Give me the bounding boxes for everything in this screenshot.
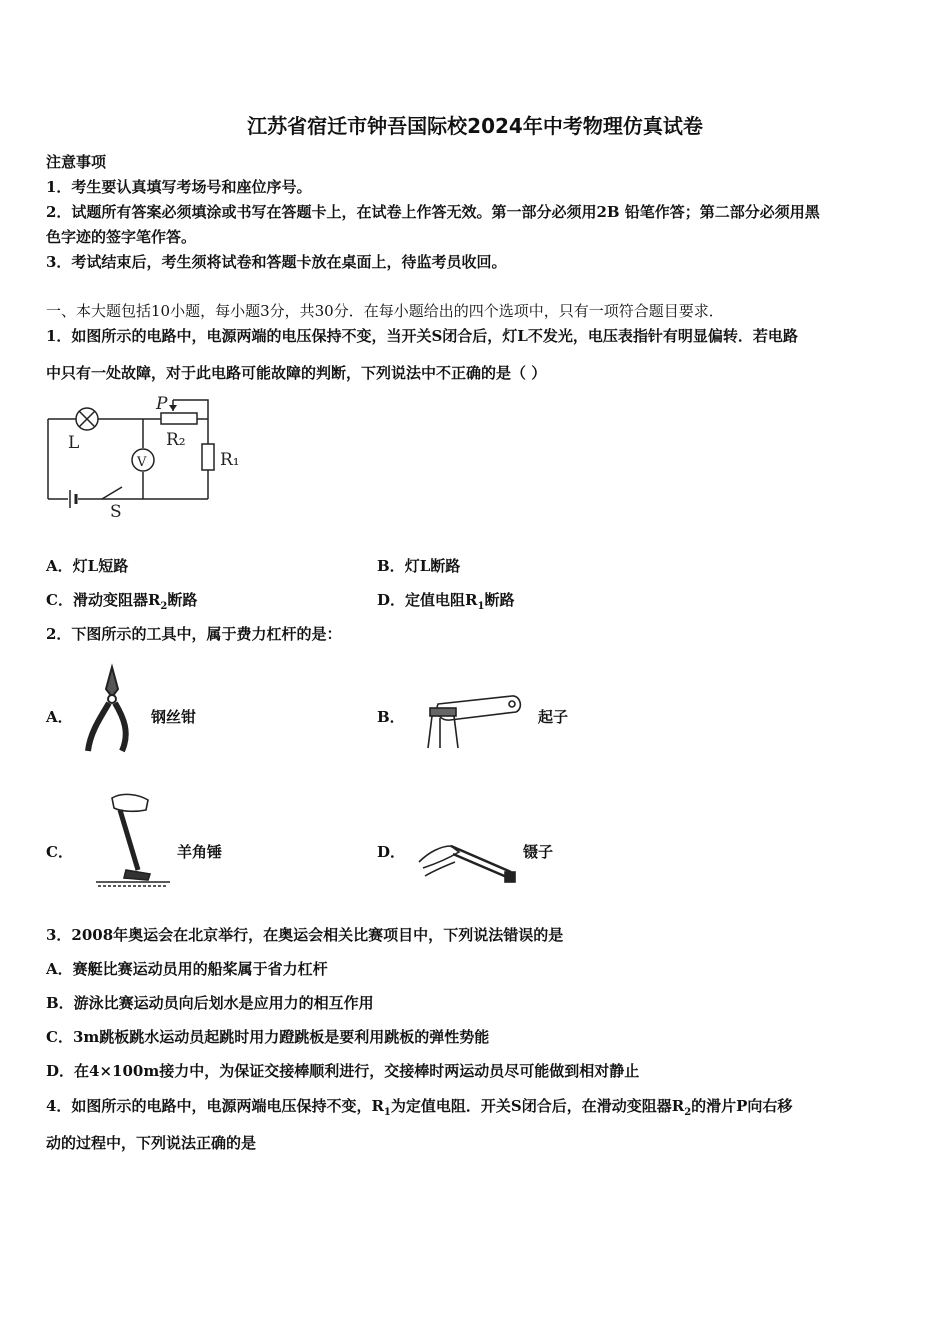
q2-option-b-letter[interactable]: B． [377,708,405,726]
q4-stem-post: 的滑片P向右移 [691,1097,793,1115]
q2-option-c-text: 羊角锤 [177,843,223,861]
q1-stem-line2: 中只有一处故障，对于此电路可能故障的判断，下列说法中不正确的是（ ） [46,364,547,382]
label-S: S [110,502,122,522]
q1-option-b[interactable] [377,555,460,577]
label-R1: R₁ [220,450,240,470]
q4-sub2: 2 [684,1107,692,1118]
section-header: 一、本大题包括10小题，每小题3分，共30分．在每小题给出的四个选项中，只有一项符合题目要求． [46,302,724,320]
claw-hammer-icon [92,790,172,888]
q1-option-b-text: 灯L断路 [404,557,461,575]
q1-option-a-text: 灯L短路 [72,557,129,575]
q4-stem-line2: 动的过程中，下列说法正确的是 [46,1134,257,1152]
q4-sub1: 1 [383,1107,391,1118]
q2-option-d-text: 镊子 [523,843,554,861]
q1-option-a-letter: A． [46,557,73,575]
q1-option-c-sub: 2 [160,601,168,612]
q1-circuit-diagram [40,392,255,522]
q3-option-a[interactable]: A．赛艇比赛运动员用的船桨属于省力杠杆 [46,960,328,978]
notice-item-1: 1．考生要认真填写考场号和座位序号。 [46,178,312,196]
q1-option-d-text: 定值电阻R [405,591,478,609]
q4-stem-pre: 4．如图所示的电路中，电源两端电压保持不变，R [46,1097,384,1115]
q2-stem: 2．下图所示的工具中，属于费力杠杆的是： [46,625,342,643]
q1-option-b-letter: B． [377,557,405,575]
q3-option-d[interactable]: D．在4×100m接力中，为保证交接棒顺利进行，交接棒时两运动员尽可能做到相对静止 [46,1062,640,1080]
q1-option-c-letter: C． [46,591,73,609]
page-title: 江苏省宿迁市钟吾国际校2024年中考物理仿真试卷 [247,114,703,138]
q2-option-a-letter[interactable]: A． [46,708,73,726]
q1-option-c-text-post: 断路 [167,591,198,609]
notice-heading: 注意事项 [46,153,107,171]
q1-option-d-letter: D． [377,591,406,609]
pliers-icon [82,663,142,755]
q3-option-b[interactable]: B．游泳比赛运动员向后划水是应用力的相互作用 [46,994,374,1012]
q1-option-d-text-post: 断路 [484,591,515,609]
notice-item-2: 2．试题所有答案必须填涂或书写在答题卡上，在试卷上作答无效。第一部分必须用2B 铅笔作答；第二部分必须用黑 [46,203,820,221]
q4-stem-mid: 为定值电阻．开关S闭合后，在滑动变阻器R [390,1097,685,1115]
notice-item-3: 3．考试结束后，考生须将试卷和答题卡放在桌面上，待监考员收回。 [46,253,507,271]
q2-option-d-letter[interactable]: D． [377,843,406,861]
q3-option-c[interactable]: C．3m跳板跳水运动员起跳时用力蹬跳板是要利用跳板的弹性势能 [46,1028,490,1046]
q2-option-c-letter[interactable]: C． [46,843,73,861]
label-R2: R₂ [166,430,186,450]
q2-option-b-text: 起子 [538,708,569,726]
q1-option-d-sub: 1 [477,601,485,612]
q2-option-a-text: 钢丝钳 [151,708,197,726]
notice-item-2-cont: 色字迹的签字笔作答。 [46,228,197,246]
bottle-opener-icon [420,690,525,750]
q1-option-a[interactable] [46,555,128,577]
label-L: L [68,433,80,453]
label-P: P [156,394,168,414]
q1-option-d[interactable] [377,589,514,618]
tweezers-icon [415,832,520,888]
q4-stem-line1 [46,1095,792,1124]
q1-option-c-text: 滑动变阻器R [72,591,161,609]
q1-stem-line1: 1．如图所示的电路中，电源两端的电压保持不变，当开关S闭合后，灯L不发光，电压表指针有明显偏转．若电路 [46,327,798,345]
label-V: V [137,455,147,470]
q3-stem: 3．2008年奥运会在北京举行，在奥运会相关比赛项目中，下列说法错误的是 [46,926,564,944]
q1-option-c[interactable] [46,589,197,618]
